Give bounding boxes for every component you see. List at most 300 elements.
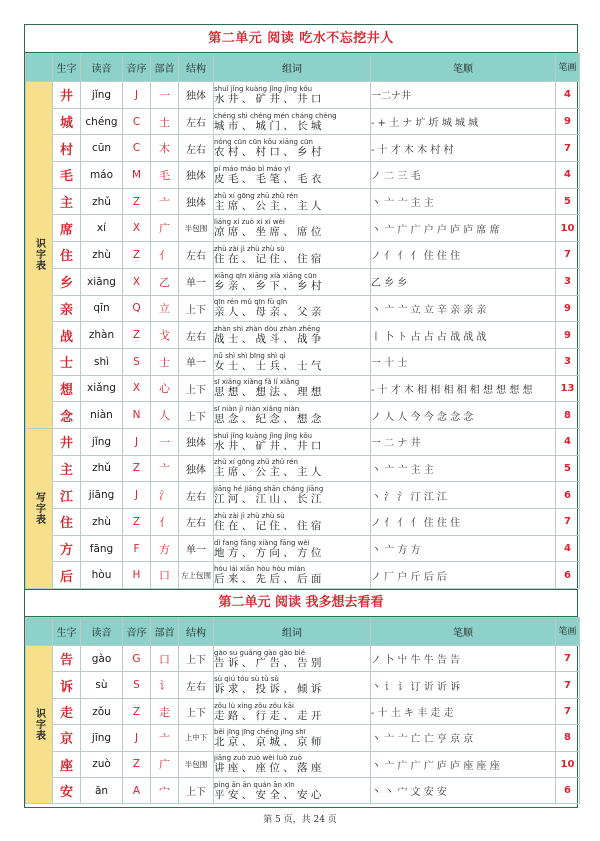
words-hanzi: 住 在 、 记 住 、 住 宿 (214, 252, 322, 265)
initial-cell: Z (123, 242, 151, 269)
pinyin-cell: xiǎng (81, 375, 123, 402)
pinyin-cell: shì (81, 348, 123, 375)
radical-cell: 广 (151, 751, 179, 777)
header-spacer (26, 618, 53, 646)
words-pinyin: píng ān ān quán ān xīn (214, 780, 295, 789)
header-pinyin: 读音 (81, 54, 123, 82)
initial-cell: J (123, 428, 151, 455)
radical-cell: 士 (151, 348, 179, 375)
stroke-order-cell: ノ 厂 户 斤 后 后 (371, 562, 556, 589)
table-row (26, 482, 580, 509)
initial-cell: N (123, 402, 151, 429)
words-cell (214, 402, 371, 429)
initial-cell: Z (123, 455, 151, 482)
words-hanzi: 战 士 、 战 斗 、 战 争 (214, 333, 322, 346)
structure-cell: 左右 (179, 482, 214, 509)
initial-cell: J (123, 482, 151, 509)
radical-cell: 毛 (151, 162, 179, 189)
words-pinyin: zhù zài jì zhù zhù sù (214, 511, 285, 520)
structure-cell: 独体 (179, 428, 214, 455)
pinyin-cell: fāng (81, 535, 123, 562)
radical-cell: 宀 (151, 778, 179, 804)
words-pinyin: jiāng hé jiāng shān cháng jiāng (214, 485, 324, 494)
stroke-count-cell: 4 (556, 82, 580, 109)
words-hanzi: 乡 亲 、 乡 下 、 乡 村 (214, 279, 322, 292)
character-cell: 主 (53, 188, 81, 215)
words-hanzi: 平 安 、 安 全 、 安 心 (214, 788, 322, 801)
words-cell (214, 455, 371, 482)
initial-cell: F (123, 535, 151, 562)
words-cell (214, 535, 371, 562)
stroke-count-cell: 6 (556, 778, 580, 804)
header-structure: 结构 (179, 54, 214, 82)
initial-cell: Z (123, 509, 151, 536)
pinyin-cell: zhǔ (81, 455, 123, 482)
stroke-order-cell: 丶 亠 亠 主 主 (371, 188, 556, 215)
stroke-count-cell: 10 (556, 751, 580, 777)
pinyin-cell: gào (81, 646, 123, 672)
words-hanzi: 思 想 、 想 法 、 理 想 (214, 386, 322, 399)
words-cell (214, 751, 371, 777)
initial-cell: X (123, 215, 151, 242)
words-pinyin: chéng shì chéng mén cháng chéng (214, 111, 337, 120)
words-pinyin: sù qiú tóu sù tǔ sù (214, 675, 279, 684)
character-cell: 主 (53, 455, 81, 482)
stroke-count-cell: 7 (556, 242, 580, 269)
words-pinyin: zhǔ xí gōng zhǔ zhǔ rén (214, 191, 298, 200)
table-row (26, 375, 580, 402)
header-radical: 部首 (151, 618, 179, 646)
header-row (26, 54, 580, 82)
pinyin-cell: zǒu (81, 698, 123, 724)
stroke-order-cell: 一二ナ井 (371, 82, 556, 109)
stroke-order-cell: 丶 亠 亠 主 主 (371, 455, 556, 482)
radical-cell: 乙 (151, 268, 179, 295)
pinyin-cell: xiāng (81, 268, 123, 295)
words-pinyin: pí máo máo bǐ máo yī (214, 164, 291, 173)
initial-cell: S (123, 672, 151, 698)
header-structure: 结构 (179, 618, 214, 646)
character-cell: 后 (53, 562, 81, 589)
pinyin-cell: máo (81, 162, 123, 189)
words-pinyin: gào su guǎng gào gào bié (214, 648, 305, 657)
words-hanzi: 水 井 、 矿 井 、 井 口 (214, 92, 322, 105)
stroke-count-cell: 8 (556, 402, 580, 429)
page-footer: 第 5 页，共 24 页 (263, 815, 337, 825)
initial-cell: Z (123, 188, 151, 215)
structure-cell: 单一 (179, 348, 214, 375)
group-label: 识字表 (33, 708, 45, 742)
initial-cell: Z (123, 698, 151, 724)
initial-cell: Q (123, 295, 151, 322)
words-cell (214, 509, 371, 536)
stroke-order-cell: 丶 亠 广 广 户 户 庐 庐 席 席 (371, 215, 556, 242)
words-hanzi: 告 诉 、 广 告 、 告 别 (214, 656, 322, 669)
table-row (26, 455, 580, 482)
stroke-count-cell: 7 (556, 698, 580, 724)
table-row (26, 562, 580, 589)
structure-cell: 半包围 (179, 215, 214, 242)
words-hanzi: 水 井 、 矿 井 、 井 口 (214, 439, 322, 452)
stroke-order-cell: 丶 讠 讠 订 䜣 䜣 诉 (371, 672, 556, 698)
stroke-count-cell: 3 (556, 268, 580, 295)
structure-cell: 独体 (179, 162, 214, 189)
initial-cell: Z (123, 322, 151, 349)
words-hanzi: 凉 席 、 坐 席 、 席 位 (214, 226, 322, 239)
words-pinyin: liáng xí zuò xí xí wèi (214, 218, 285, 227)
words-pinyin: dì fang fāng xiàng fāng wèi (214, 538, 310, 547)
stroke-count-cell: 7 (556, 509, 580, 536)
pinyin-cell: niàn (81, 402, 123, 429)
initial-cell: A (123, 778, 151, 804)
words-cell (214, 428, 371, 455)
header-strokes-order: 笔顺 (371, 618, 556, 646)
structure-cell: 独体 (179, 188, 214, 215)
words-hanzi: 地 方 、 方 向 、 方 位 (214, 546, 322, 559)
stroke-order-cell: ノ 亻 亻 亻 住 住 住 (371, 509, 556, 536)
table-row (26, 402, 580, 429)
radical-cell: 一 (151, 82, 179, 109)
radical-cell: 走 (151, 698, 179, 724)
pinyin-cell: jiāng (81, 482, 123, 509)
structure-cell: 单一 (179, 535, 214, 562)
stroke-order-cell: - + 土 ナ 圹 圻 城 城 城 (371, 108, 556, 135)
words-pinyin: shuǐ jǐng kuàng jǐng jǐng kǒu (214, 84, 313, 93)
structure-cell: 左右 (179, 242, 214, 269)
character-cell: 诉 (53, 672, 81, 698)
words-hanzi: 皮 毛 、 毛 笔 、 毛 衣 (214, 172, 322, 185)
words-pinyin: zhǔ xí gōng zhǔ zhǔ rén (214, 458, 298, 467)
table-row (26, 535, 580, 562)
stroke-count-cell: 13 (556, 375, 580, 402)
words-pinyin: zǒu lù xíng zǒu zǒu kāi (214, 701, 294, 710)
words-pinyin: běi jīng jīng chéng jīng shī (214, 727, 306, 736)
initial-cell: S (123, 348, 151, 375)
stroke-order-cell: 丶 亠 广 广 广 庐 庐 座 座 座 (371, 751, 556, 777)
initial-cell: C (123, 135, 151, 162)
words-hanzi: 城 市 、 城 门 、 长 城 (214, 119, 322, 132)
radical-cell: 亻 (151, 509, 179, 536)
words-pinyin: jiǎng zuò zuò wèi luò zuò (214, 754, 303, 763)
stroke-count-cell: 5 (556, 188, 580, 215)
stroke-count-cell: 6 (556, 562, 580, 589)
radical-cell: 口 (151, 646, 179, 672)
structure-cell: 左右 (179, 672, 214, 698)
character-cell: 走 (53, 698, 81, 724)
words-cell (214, 482, 371, 509)
character-cell: 住 (53, 509, 81, 536)
pinyin-cell: zhǔ (81, 188, 123, 215)
words-cell (214, 82, 371, 109)
table-row (26, 108, 580, 135)
structure-cell: 左右 (179, 322, 214, 349)
words-hanzi: 农 村 、 村 口 、 乡 村 (214, 146, 322, 159)
table-row (26, 428, 580, 455)
stroke-order-cell: ノ 二 三 毛 (371, 162, 556, 189)
section2-title: 第二单元 阅读 我多想去看看 (25, 589, 577, 617)
initial-cell: X (123, 375, 151, 402)
radical-cell: 人 (151, 402, 179, 429)
words-pinyin: sī xiǎng xiǎng fǎ lǐ xiǎng (214, 378, 300, 387)
stroke-order-cell: 丶 丶 宀 文 安 安 (371, 778, 556, 804)
words-pinyin: zhàn shì zhàn dòu zhàn zhēng (214, 325, 321, 334)
character-cell: 井 (53, 428, 81, 455)
words-hanzi: 江 河 、 江 山 、 长 江 (214, 493, 322, 506)
character-cell: 方 (53, 535, 81, 562)
table-row (26, 509, 580, 536)
pinyin-cell: zhàn (81, 322, 123, 349)
header-initial: 音序 (123, 618, 151, 646)
words-cell (214, 162, 371, 189)
radical-cell: 心 (151, 375, 179, 402)
stroke-order-cell: 丶 亠 亠 立 立 辛 亲 亲 亲 (371, 295, 556, 322)
initial-cell: Z (123, 751, 151, 777)
character-cell: 京 (53, 725, 81, 751)
radical-cell: 戈 (151, 322, 179, 349)
radical-cell: 讠 (151, 672, 179, 698)
stroke-order-cell: ノ 卜 屮 牛 牛 告 告 (371, 646, 556, 672)
words-cell (214, 646, 371, 672)
header-pinyin: 读音 (81, 618, 123, 646)
radical-cell: 亠 (151, 455, 179, 482)
radical-cell: 立 (151, 295, 179, 322)
words-hanzi: 女 士 、 士 兵 、 士 气 (214, 359, 322, 372)
stroke-order-cell: 一 十 士 (371, 348, 556, 375)
character-cell: 村 (53, 135, 81, 162)
section2-table (25, 617, 580, 804)
pinyin-cell: sù (81, 672, 123, 698)
words-cell (214, 778, 371, 804)
stroke-order-cell: ノ 亻 亻 亻 住 住 住 (371, 242, 556, 269)
structure-cell: 上中下 (179, 725, 214, 751)
words-cell (214, 188, 371, 215)
stroke-count-cell: 9 (556, 108, 580, 135)
words-cell (214, 322, 371, 349)
pinyin-cell: hòu (81, 562, 123, 589)
stroke-count-cell: 9 (556, 322, 580, 349)
initial-cell: X (123, 268, 151, 295)
structure-cell: 左右 (179, 509, 214, 536)
stroke-count-cell: 6 (556, 482, 580, 509)
character-cell: 毛 (53, 162, 81, 189)
character-cell: 告 (53, 646, 81, 672)
words-cell (214, 375, 371, 402)
character-cell: 念 (53, 402, 81, 429)
stroke-count-cell: 7 (556, 135, 580, 162)
section1-table (25, 53, 580, 589)
words-pinyin: shuǐ jǐng kuàng jǐng jǐng kǒu (214, 431, 313, 440)
words-cell (214, 348, 371, 375)
words-hanzi: 讲 座 、 座 位 、 落 座 (214, 762, 322, 775)
character-cell: 战 (53, 322, 81, 349)
words-pinyin: hòu lái xiān hòu hòu miàn (214, 565, 306, 574)
character-cell: 席 (53, 215, 81, 242)
table-row (26, 698, 580, 724)
radical-cell: 亠 (151, 725, 179, 751)
words-hanzi: 北 京 、 京 城 、 京 师 (214, 735, 322, 748)
character-cell: 想 (53, 375, 81, 402)
table-row (26, 82, 580, 109)
character-cell: 住 (53, 242, 81, 269)
pinyin-cell: ān (81, 778, 123, 804)
pinyin-cell: jǐng (81, 82, 123, 109)
words-hanzi: 后 来 、 先 后 、 后 面 (214, 573, 322, 586)
table-row (26, 751, 580, 777)
initial-cell: G (123, 646, 151, 672)
header-row (26, 618, 580, 646)
structure-cell: 上下 (179, 402, 214, 429)
structure-cell: 左右 (179, 135, 214, 162)
header-initial: 音序 (123, 54, 151, 82)
pinyin-cell: chéng (81, 108, 123, 135)
stroke-count-cell: 4 (556, 535, 580, 562)
section1-title: 第二单元 阅读 吃水不忘挖井人 (25, 25, 577, 53)
table-row (26, 135, 580, 162)
table-row (26, 295, 580, 322)
structure-cell: 上下 (179, 295, 214, 322)
stroke-order-cell: - 十 才 木 木 村 村 (371, 135, 556, 162)
stroke-order-cell: 丶 氵 氵 汀 江 江 (371, 482, 556, 509)
header-strokes-order: 笔顺 (371, 54, 556, 82)
pinyin-cell: jǐng (81, 428, 123, 455)
stroke-order-cell: 乙 乡 乡 (371, 268, 556, 295)
words-cell (214, 242, 371, 269)
pinyin-cell: qīn (81, 295, 123, 322)
stroke-order-cell: - 十 才 木 相 相 相 相 相 想 想 想 想 (371, 375, 556, 402)
words-cell (214, 725, 371, 751)
character-cell: 士 (53, 348, 81, 375)
stroke-count-cell: 7 (556, 646, 580, 672)
stroke-count-cell: 3 (556, 348, 580, 375)
radical-cell: 一 (151, 428, 179, 455)
group-label: 写字表 (33, 492, 45, 525)
character-cell: 江 (53, 482, 81, 509)
stroke-count-cell: 4 (556, 428, 580, 455)
header-char: 生字 (53, 54, 81, 82)
table-row (26, 162, 580, 189)
words-hanzi: 走 路 、 行 走 、 走 开 (214, 709, 322, 722)
words-cell (214, 135, 371, 162)
table-row (26, 188, 580, 215)
pinyin-cell: zhù (81, 242, 123, 269)
words-cell (214, 215, 371, 242)
pinyin-cell: xí (81, 215, 123, 242)
stroke-order-cell: 丨 卜 ト 占 占 占 战 战 战 (371, 322, 556, 349)
table-row (26, 215, 580, 242)
words-pinyin: zhù zài jì zhù zhù sù (214, 244, 285, 253)
words-cell (214, 268, 371, 295)
stroke-order-cell: - 十 土 キ 丰 走 走 (371, 698, 556, 724)
structure-cell: 独体 (179, 455, 214, 482)
pinyin-cell: jīng (81, 725, 123, 751)
words-hanzi: 主 席 、 公 主 、 主 人 (214, 199, 322, 212)
stroke-count-cell: 8 (556, 725, 580, 751)
words-pinyin: nóng cūn cūn kǒu xiāng cūn (214, 138, 313, 147)
words-cell (214, 698, 371, 724)
pinyin-cell: cūn (81, 135, 123, 162)
structure-cell: 半包围 (179, 751, 214, 777)
structure-cell: 单一 (179, 268, 214, 295)
initial-cell: C (123, 108, 151, 135)
group-label-cell (26, 428, 53, 588)
header-strokes: 笔画 (556, 618, 580, 646)
radical-cell: 亠 (151, 188, 179, 215)
stroke-order-cell: ノ 人 人 今 今 念 念 念 (371, 402, 556, 429)
character-cell: 城 (53, 108, 81, 135)
content-frame (24, 24, 578, 808)
radical-cell: 口 (151, 562, 179, 589)
words-pinyin: qīn rén mǔ qīn fù qīn (214, 298, 288, 307)
radical-cell: 木 (151, 135, 179, 162)
group-label: 识字表 (33, 238, 45, 272)
structure-cell: 上下 (179, 646, 214, 672)
words-cell (214, 108, 371, 135)
radical-cell: 亻 (151, 242, 179, 269)
stroke-order-cell: 丶 亠 亠 亡 亡 亨 京 京 (371, 725, 556, 751)
group-label-cell (26, 646, 53, 804)
stroke-count-cell: 7 (556, 672, 580, 698)
words-hanzi: 主 席 、 公 主 、 主 人 (214, 466, 322, 479)
words-hanzi: 住 在 、 记 住 、 住 宿 (214, 519, 322, 532)
structure-cell: 上下 (179, 778, 214, 804)
character-cell: 座 (53, 751, 81, 777)
stroke-count-cell: 10 (556, 215, 580, 242)
initial-cell: J (123, 82, 151, 109)
structure-cell: 上下 (179, 375, 214, 402)
character-cell: 亲 (53, 295, 81, 322)
header-spacer (26, 54, 53, 82)
table-row (26, 672, 580, 698)
character-cell: 乡 (53, 268, 81, 295)
table-row (26, 778, 580, 804)
words-hanzi: 诉 求 、 投 诉 、 倾 诉 (214, 683, 322, 696)
stroke-order-cell: 一 二 ナ 井 (371, 428, 556, 455)
stroke-count-cell: 5 (556, 455, 580, 482)
initial-cell: M (123, 162, 151, 189)
initial-cell: J (123, 725, 151, 751)
words-cell (214, 672, 371, 698)
stroke-order-cell: 丶 亠 方 方 (371, 535, 556, 562)
header-radical: 部首 (151, 54, 179, 82)
radical-cell: 方 (151, 535, 179, 562)
header-words: 组词 (214, 618, 371, 646)
pinyin-cell: zuò (81, 751, 123, 777)
stroke-count-cell: 4 (556, 162, 580, 189)
header-strokes: 笔画 (556, 54, 580, 82)
words-cell (214, 562, 371, 589)
words-pinyin: nǚ shì shì bīng shì qì (214, 351, 286, 360)
words-pinyin: sī niàn jì niàn xiǎng niàn (214, 405, 300, 414)
character-cell: 安 (53, 778, 81, 804)
initial-cell: H (123, 562, 151, 589)
structure-cell: 左右 (179, 108, 214, 135)
structure-cell: 上下 (179, 698, 214, 724)
radical-cell: 氵 (151, 482, 179, 509)
radical-cell: 广 (151, 215, 179, 242)
structure-cell: 独体 (179, 82, 214, 109)
table-row (26, 646, 580, 672)
header-words: 组词 (214, 54, 371, 82)
words-hanzi: 思 念 、 纪 念 、 想 念 (214, 413, 322, 426)
table-row (26, 242, 580, 269)
stroke-count-cell: 9 (556, 295, 580, 322)
header-char: 生字 (53, 618, 81, 646)
structure-cell: 左上包围 (179, 562, 214, 589)
character-cell: 井 (53, 82, 81, 109)
table-row (26, 268, 580, 295)
table-row (26, 322, 580, 349)
words-hanzi: 亲 人 、 母 亲 、 父 亲 (214, 306, 322, 319)
